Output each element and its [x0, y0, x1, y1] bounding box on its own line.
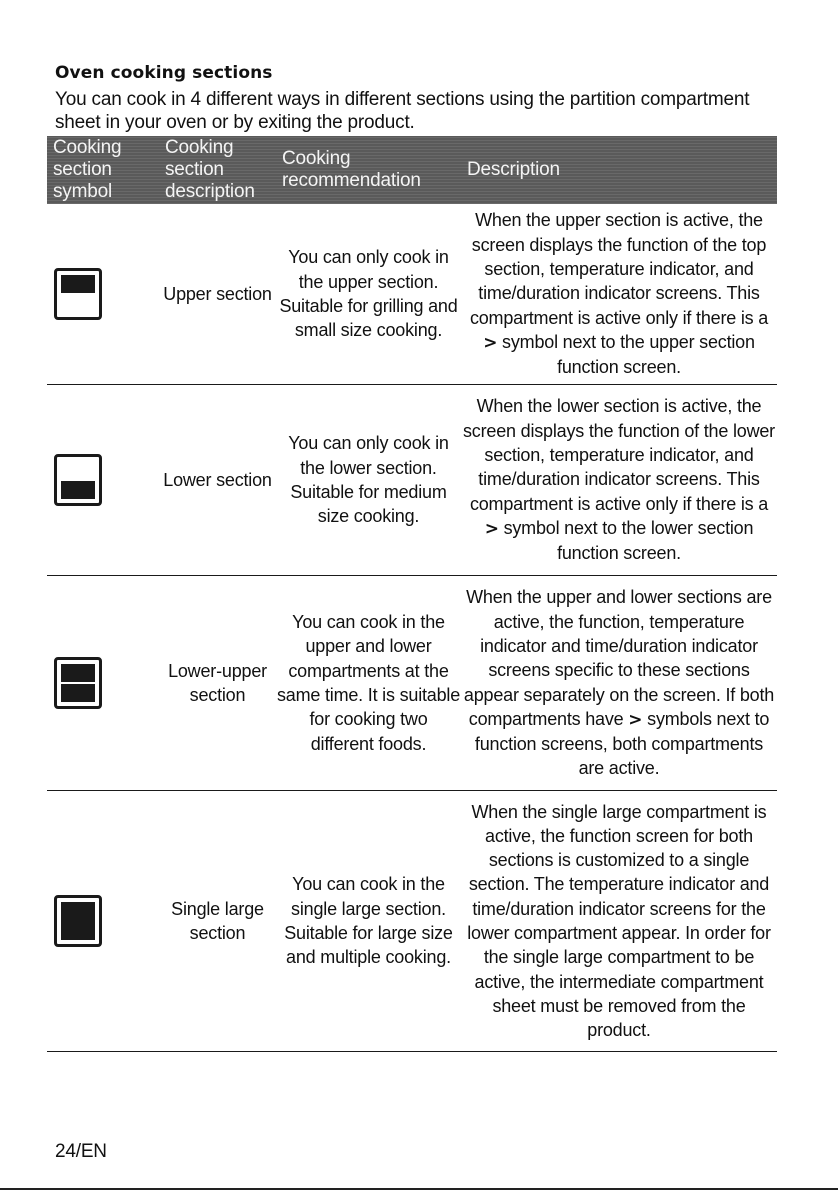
section-cell: Single large section: [159, 791, 276, 1052]
symbol-cell: [47, 576, 159, 791]
section-cell: Lower section: [159, 385, 276, 576]
description-cell: [461, 791, 777, 1052]
description-text-end: symbol next to the upper section function screen.: [502, 331, 755, 378]
description-text-end: symbols next to function screens, both compartments are active.: [474, 708, 770, 779]
symbol-cell: [47, 385, 159, 576]
arrow-symbol: >: [628, 709, 643, 730]
column-header-symbol: Cooking section symbol: [47, 136, 159, 204]
column-header-recommendation: Cooking recommendation: [276, 136, 461, 204]
table-row-single-large-section: [47, 791, 777, 1052]
symbol-cell: [47, 791, 159, 1052]
description-text: When the upper and lower sections are active, the function, temperature indicator and time/duration indicator screens specific to these sections appear separately on the screen. If both compartments have: [463, 587, 775, 729]
section-cell: Upper section: [159, 204, 276, 385]
section-heading: Oven cooking sections: [55, 63, 273, 83]
description-text-end: symbol next to the lower section function screen.: [503, 517, 754, 564]
recommendation-cell: You can only cook in the upper section. Suitable for grilling and small size cooking.: [276, 204, 461, 385]
table-row-lower-section: [47, 385, 777, 576]
section-cell: Lower-upper section: [159, 576, 276, 791]
arrow-symbol: >: [483, 332, 498, 353]
cooking-sections-table: [47, 136, 777, 1052]
oven-single-large-section-icon: [54, 895, 102, 947]
column-header-description: Description: [461, 136, 777, 204]
page-bottom-rule: [0, 1188, 838, 1190]
recommendation-cell: You can cook in the single large section. Suitable for large size and multiple cooking.: [276, 791, 461, 1052]
oven-lower-upper-section-icon: [54, 657, 102, 709]
recommendation-cell: You can cook in the upper and lower compartments at the same time. It is suitable for cooking two different foods.: [276, 576, 461, 791]
page-number: 24/EN: [55, 1141, 107, 1162]
arrow-symbol: >: [484, 518, 499, 539]
description-text: When the single large compartment is active, the function screen for both sections is customized to a single section. The temperature indicator and time/duration indicator screens for the lower compartment appear. In order for the single large compartment to be active, the intermediate compartment sheet must be removed from the product.: [467, 801, 771, 1041]
recommendation-cell: You can only cook in the lower section. Suitable for medium size cooking.: [276, 385, 461, 576]
table-row-upper-section: [47, 204, 777, 385]
description-cell: [461, 385, 777, 576]
description-text: When the upper section is active, the screen displays the function of the top section, temperature indicator, and time/duration indicator screens. This compartment is active only if there is a: [469, 210, 769, 328]
column-header-section-description: Cooking section description: [159, 136, 276, 204]
table-row-lower-upper-section: [47, 576, 777, 791]
description-cell: [461, 204, 777, 385]
description-text: When the lower section is active, the screen displays the function of the lower section, temperature indicator, and time/duration indicator screens. This compartment is active only if there is a: [463, 396, 775, 514]
oven-lower-section-icon: [54, 454, 102, 506]
table-header-row: [47, 136, 777, 204]
oven-upper-section-icon: [54, 268, 102, 320]
description-cell: [461, 576, 777, 791]
intro-paragraph: You can cook in 4 different ways in different sections using the partition compartment sheet in your oven or by exiting the product.: [55, 89, 750, 133]
symbol-cell: [47, 204, 159, 385]
